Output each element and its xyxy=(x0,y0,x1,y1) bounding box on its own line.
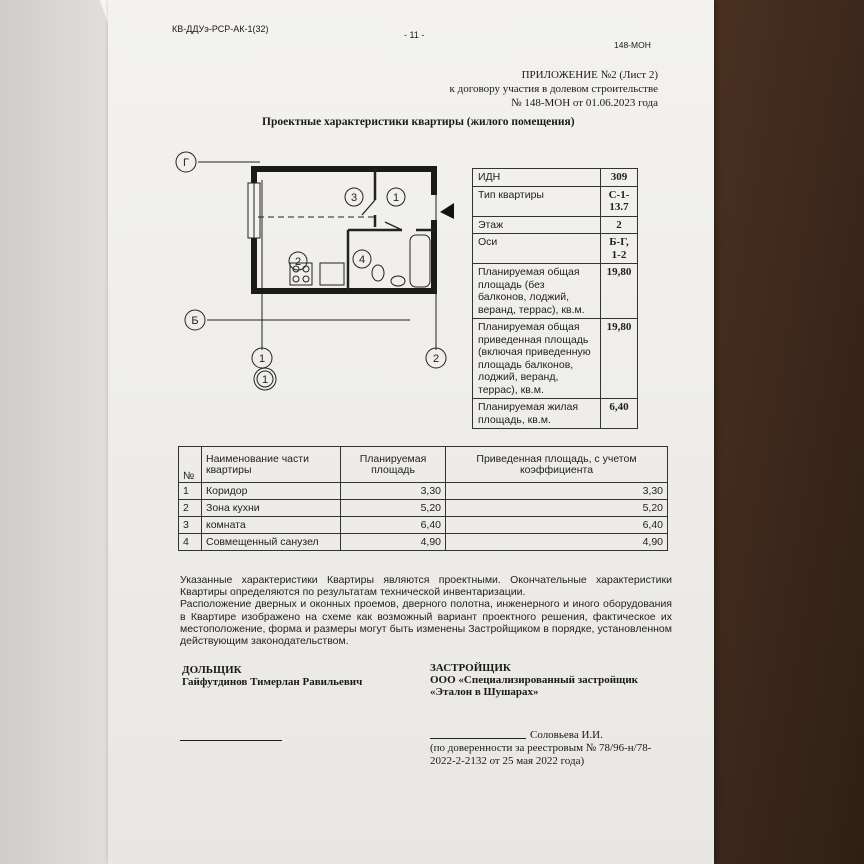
row-name: Совмещенный санузел xyxy=(202,534,341,551)
row-name: Коридор xyxy=(202,483,341,500)
page-title: Проектные характеристики квартиры (жилого помещения) xyxy=(262,116,575,128)
appendix-heading xyxy=(450,68,658,110)
appendix-line-2: к договору участия в долевом строительстве xyxy=(449,83,658,95)
table-row xyxy=(179,483,668,500)
info-label: Планируемая жилая площадь, кв.м. xyxy=(473,399,601,429)
sink-icon xyxy=(320,263,344,285)
axis-label-b: Б xyxy=(191,315,199,327)
poa-line-2: 2022-2-2132 от 25 мая 2022 года) xyxy=(430,755,585,767)
info-value: 6,40 xyxy=(601,399,638,429)
table-row xyxy=(473,216,638,234)
col-header-area: Планируемая площадь xyxy=(341,447,446,483)
notes-block xyxy=(180,574,672,647)
contract-number-header: 148-МОН xyxy=(614,40,651,50)
table-row xyxy=(179,517,668,534)
info-label: Тип квартиры xyxy=(473,186,601,216)
row-number: 2 xyxy=(179,500,202,517)
row-area: 3,30 xyxy=(341,483,446,500)
axis-label-1: 1 xyxy=(258,353,266,365)
row-name: Зона кухни xyxy=(202,500,341,517)
row-adjusted: 3,30 xyxy=(446,483,668,500)
col-header-adjusted: Приведенная площадь, с учетом коэффициента xyxy=(446,447,668,483)
washbasin-icon xyxy=(391,276,405,286)
developer-name-line-1: ООО «Специализированный застройщик xyxy=(430,674,639,686)
info-value: 2 xyxy=(601,216,638,234)
table-row xyxy=(473,264,638,319)
row-number: 1 xyxy=(179,483,202,500)
axis-label-g: Г xyxy=(183,157,189,169)
note-paragraph-2: Расположение дверных и оконных проемов, дверного полотна, инженерного и иного оборудования в Квартире изображено на схеме как возможный вариант проектного решения, фактическое их местоположение, форма и размеры могут быть изменены Застройщиком в порядке, установленном действующим законодательством. xyxy=(180,598,672,648)
row-number: 3 xyxy=(179,517,202,534)
appendix-line-3: № 148-МОН от 01.06.2023 года xyxy=(511,97,658,109)
table-row xyxy=(473,234,638,264)
inner-walls xyxy=(348,169,434,291)
info-value: Б-Г, 1-2 xyxy=(601,234,638,264)
apartment-floor-plan xyxy=(170,145,460,395)
poa-line-1: (по доверенности за реестровым № 78/96-н/78- xyxy=(430,742,652,754)
col-header-name: Наименование части квартиры xyxy=(202,447,341,483)
col-header-number: № xyxy=(179,447,202,483)
developer-signature-line xyxy=(430,738,526,739)
info-value: 309 xyxy=(601,169,638,187)
document-page xyxy=(108,0,714,864)
buyer-signature-block xyxy=(182,664,362,688)
buyer-signature-line xyxy=(180,740,282,741)
bathtub-icon xyxy=(410,235,430,287)
document-code: КВ-ДДУэ-РСР-АК-1(32) xyxy=(172,24,269,34)
buyer-role: ДОЛЬЩИК xyxy=(182,664,242,676)
note-paragraph-1: Указанные характеристики Квартиры являются проектными. Окончательные характеристики Квартиры определяются по результатам технической инвентаризации. xyxy=(180,574,672,599)
info-label: Этаж xyxy=(473,216,601,234)
info-label: Планируемая общая площадь (без балконов, лоджий, веранд, террас), кв.м. xyxy=(473,264,601,319)
buyer-name: Гайфутдинов Тимерлан Равильевич xyxy=(182,676,363,688)
table-row xyxy=(473,319,638,399)
row-adjusted: 5,20 xyxy=(446,500,668,517)
appendix-line-1: ПРИЛОЖЕНИЕ №2 (Лист 2) xyxy=(521,69,658,81)
axis-label-2: 2 xyxy=(432,353,440,365)
info-value: С-1-13.7 xyxy=(601,186,638,216)
info-label: Оси xyxy=(473,234,601,264)
room-label-3: 3 xyxy=(350,192,358,204)
toilet-icon xyxy=(372,265,384,281)
axis-label-1-circled: 1 xyxy=(261,374,269,386)
room-label-1: 1 xyxy=(392,192,400,204)
entrance-arrow-icon xyxy=(440,203,454,219)
developer-signer: Соловьева И.И. xyxy=(530,729,603,741)
rooms-table xyxy=(178,446,668,551)
info-value: 19,80 xyxy=(601,264,638,319)
room-label-4: 4 xyxy=(358,254,366,266)
developer-power-of-attorney xyxy=(430,742,651,768)
table-row xyxy=(179,500,668,517)
row-adjusted: 4,90 xyxy=(446,534,668,551)
developer-signature-block xyxy=(430,662,638,698)
developer-role: ЗАСТРОЙЩИК xyxy=(430,662,511,674)
info-value: 19,80 xyxy=(601,319,638,399)
row-area: 6,40 xyxy=(341,517,446,534)
developer-name-line-2: «Эталон в Шушарах» xyxy=(430,686,539,698)
row-area: 5,20 xyxy=(341,500,446,517)
left-background-sheet xyxy=(0,0,110,864)
info-label: Планируемая общая приведенная площадь (включая приведенную площадь балконов, лоджий, веранд, террас), кв.м. xyxy=(473,319,601,399)
door-room xyxy=(362,200,375,215)
row-name: комната xyxy=(202,517,341,534)
page-number: - 11 - xyxy=(404,30,425,40)
table-row xyxy=(473,169,638,187)
table-row xyxy=(473,399,638,429)
table-header-row xyxy=(179,447,668,483)
row-number: 4 xyxy=(179,534,202,551)
info-label: ИДН xyxy=(473,169,601,187)
apartment-info-table xyxy=(472,168,638,429)
table-row xyxy=(179,534,668,551)
table-row xyxy=(473,186,638,216)
row-area: 4,90 xyxy=(341,534,446,551)
row-adjusted: 6,40 xyxy=(446,517,668,534)
room-label-2: 2 xyxy=(294,256,302,268)
